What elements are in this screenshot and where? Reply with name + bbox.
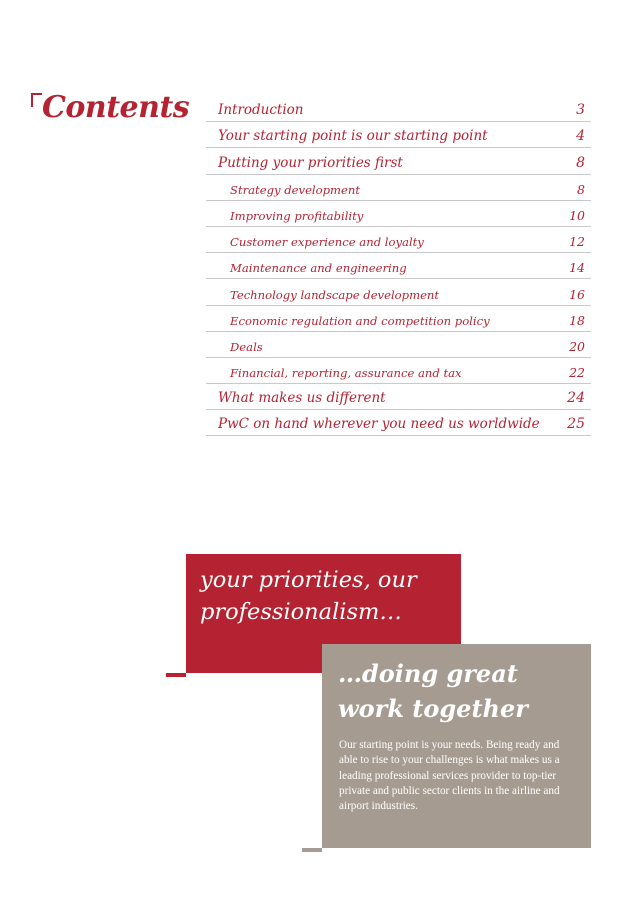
toc-entry[interactable]: [206, 227, 591, 253]
red-panel-tab: [166, 673, 186, 677]
toc-entry-page-number: 22: [569, 365, 585, 381]
toc-entry-label: PwC on hand wherever you need us worldwide: [218, 416, 540, 433]
contents-heading: Contents: [42, 90, 190, 125]
toc-entry-label: Technology landscape development: [230, 287, 440, 302]
toc-entry-label: Maintenance and engineering: [230, 261, 407, 276]
corner-mark-vertical: [31, 93, 33, 107]
toc-entry-page-number: 12: [569, 234, 585, 250]
toc-entry[interactable]: [206, 201, 591, 227]
toc-entry-label: Strategy development: [230, 182, 361, 197]
toc-entry-page-number: 20: [569, 338, 585, 354]
toc-entry-page-number: 25: [567, 416, 585, 433]
grey-quote-line-2: work together: [338, 694, 528, 723]
toc-entry[interactable]: [206, 358, 591, 384]
red-quote-line-2: professionalism…: [200, 599, 402, 625]
toc-entry-label: Your starting point is our starting point: [218, 128, 488, 145]
toc-entry-label: Introduction: [218, 102, 304, 119]
toc-entry-page-number: 18: [569, 312, 585, 328]
toc-entry[interactable]: [206, 253, 591, 279]
red-quote-line-1: your priorities, our: [200, 567, 417, 593]
toc-entry[interactable]: [206, 279, 591, 305]
grey-quote-title: [338, 656, 583, 726]
toc-entry-label: Customer experience and loyalty: [230, 235, 424, 250]
toc-entry-label: Improving profitability: [230, 208, 364, 223]
red-quote-text: [200, 564, 455, 628]
toc-entry-label: Economic regulation and competition policy: [230, 313, 490, 328]
toc-entry[interactable]: [206, 122, 591, 148]
toc-entry[interactable]: [206, 332, 591, 358]
toc-entry[interactable]: [206, 306, 591, 332]
toc-entry-label: What makes us different: [218, 390, 386, 407]
toc-entry[interactable]: [206, 410, 591, 436]
toc-entry-label: Deals: [230, 339, 263, 354]
grey-panel-body: Our starting point is your needs. Being ready and able to rise to your challenges is what makes us a leading professional services provider to top-tier private and public sector clients in the airline and airport industries.: [339, 739, 560, 813]
toc-entry-page-number: 14: [569, 260, 585, 276]
grey-quote-line-1: …doing great: [338, 659, 518, 688]
toc-entry[interactable]: [206, 96, 591, 122]
toc-entry-page-number: 16: [569, 286, 585, 302]
toc-entry-page-number: 4: [576, 128, 585, 145]
toc-entry-page-number: 8: [576, 154, 585, 171]
toc-entry[interactable]: [206, 384, 591, 410]
toc-entry-page-number: 3: [576, 102, 585, 119]
toc-entry-page-number: 10: [569, 207, 585, 223]
corner-mark-horizontal: [31, 93, 42, 95]
toc-entry[interactable]: [206, 148, 591, 174]
toc-entry-page-number: 8: [577, 181, 585, 197]
toc-entry-label: Putting your priorities first: [218, 154, 403, 171]
grey-panel-tab: [302, 848, 322, 852]
table-of-contents: [206, 96, 591, 436]
toc-entry-label: Financial, reporting, assurance and tax: [230, 366, 462, 381]
toc-entry-page-number: 24: [567, 390, 585, 407]
toc-entry[interactable]: [206, 175, 591, 201]
